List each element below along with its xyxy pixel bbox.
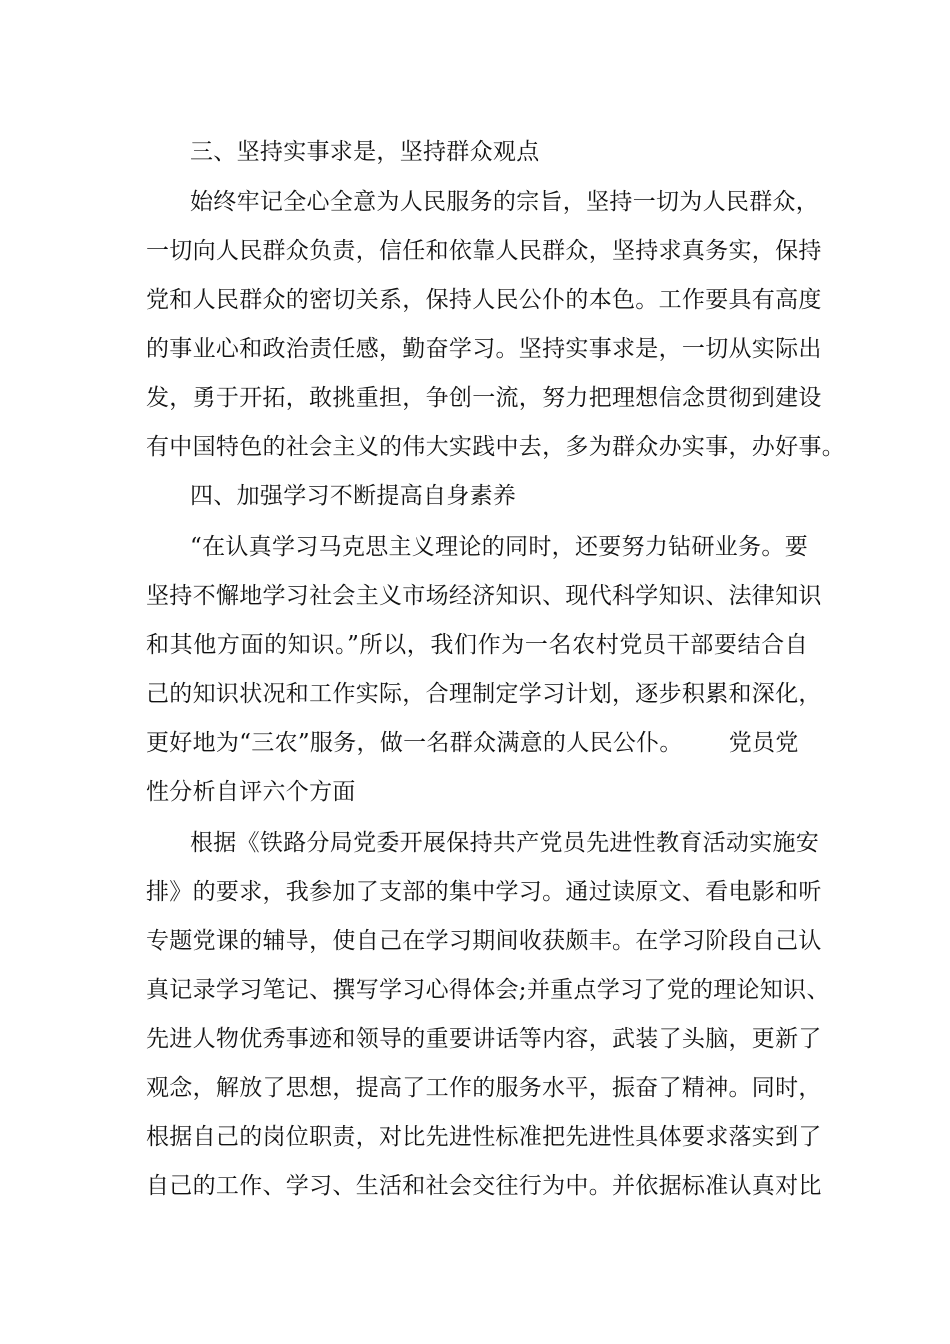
paragraph-line: 观念，解放了思想，提高了工作的服务水平，振奋了精神。同时， <box>146 1075 822 1101</box>
paragraph-line: 和其他方面的知识。”所以，我们作为一名农村党员干部要结合自 <box>146 632 808 658</box>
paragraph-line: 己的知识状况和工作实际，合理制定学习计划，逐步积累和深化， <box>146 681 822 707</box>
paragraph-line <box>146 723 808 763</box>
paragraph-line: 根据自己的岗位职责，对比先进性标准把先进性具体要求落实到了 <box>146 1124 822 1150</box>
paragraph-line: 一切向人民群众负责，信任和依靠人民群众，坚持求真务实，保持 <box>146 238 822 264</box>
paragraph-line: 真记录学习笔记、撰写学习心得体会;并重点学习了党的理论知识、 <box>146 977 830 1003</box>
paragraph-line: 坚持不懈地学习社会主义市场经济知识、现代科学知识、法律知识 <box>146 583 822 609</box>
paragraph-line: 根据《铁路分局党委开展保持共产党员先进性教育活动实施安 <box>190 830 820 856</box>
document-title-start: 党员党 <box>728 730 799 756</box>
paragraph-line: “在认真学习马克思主义理论的同时，还要努力钻研业务。要 <box>190 534 808 560</box>
paragraph-line: 始终牢记全心全意为人民服务的宗旨，坚持一切为人民群众， <box>190 189 820 215</box>
paragraph-line: 有中国特色的社会主义的伟大实践中去，多为群众办实事，办好事。 <box>146 434 845 460</box>
paragraph-line: 党和人民群众的密切关系，保持人民公仆的本色。工作要具有高度 <box>146 287 822 313</box>
section-heading-4: 四、加强学习不断提高自身素养 <box>190 483 517 509</box>
document-title-end: 性分析自评六个方面 <box>146 779 356 805</box>
paragraph-line: 专题党课的辅导，使自己在学习期间收获颇丰。在学习阶段自己认 <box>146 928 822 954</box>
paragraph-line: 发，勇于开拓，敢挑重担，争创一流，努力把理想信念贯彻到建设 <box>146 385 822 411</box>
paragraph-line: 排》的要求，我参加了支部的集中学习。通过读原文、看电影和听 <box>146 879 822 905</box>
section-heading-3: 三、坚持实事求是，坚持群众观点 <box>190 139 540 165</box>
paragraph-line: 的事业心和政治责任感，勤奋学习。坚持实事求是，一切从实际出 <box>146 336 822 362</box>
paragraph-line: 自己的工作、学习、生活和社会交往行为中。并依据标准认真对比 <box>146 1173 822 1199</box>
paragraph-text: 更好地为“三农”服务，做一名群众满意的人民公仆。 <box>146 730 683 756</box>
paragraph-line: 先进人物优秀事迹和领导的重要讲话等内容，武装了头脑，更新了 <box>146 1026 822 1052</box>
